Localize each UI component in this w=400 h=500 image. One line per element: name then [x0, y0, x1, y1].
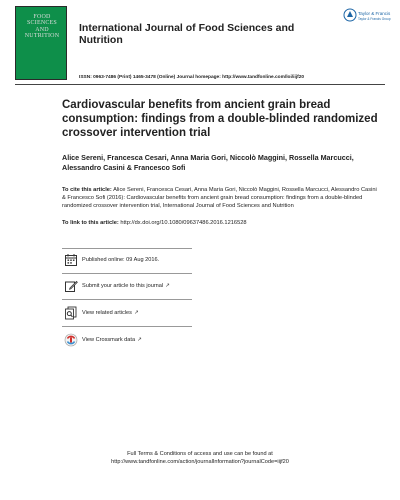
published-row [62, 253, 262, 273]
divider [62, 326, 192, 327]
header-divider [15, 84, 385, 85]
submit-article-label: Submit your article to this journal [82, 283, 164, 289]
related-articles-link[interactable] [62, 306, 262, 326]
footer-terms-text: Full Terms & Conditions of access and use can be found at [127, 451, 273, 457]
calendar-icon [64, 253, 78, 267]
article-link [62, 220, 378, 226]
related-articles-label: View related articles [82, 310, 132, 316]
issn-line: ISSN: 0963-7486 (Print) 1465-3478 (Online) Journal homepage: http://www.tandfonline.com/loi/iijf20 [79, 75, 305, 80]
publisher-name: Taylor & Francis [358, 11, 391, 16]
crossmark-link[interactable] [62, 333, 262, 353]
journal-title: International Journal of Food Sciences and Nutrition [79, 22, 295, 46]
external-link-icon: ↗ [133, 310, 139, 316]
terms-footer [0, 450, 400, 466]
publisher-logo [343, 8, 391, 28]
doi-link[interactable]: http://dx.doi.org/10.1080/09637486.2016.1216528 [120, 220, 247, 226]
external-link-icon: ↗ [165, 283, 170, 289]
divider [62, 248, 192, 249]
related-articles-icon [64, 306, 78, 320]
article-authors: Alice Sereni, Francesca Cesari, Anna Maria Gori, Niccolò Maggini, Rossella Marcucci, Alessandro Casini & Francesco Sofi [62, 153, 354, 172]
citation-label: To cite this article: [62, 187, 112, 193]
external-link-icon: ↗ [137, 337, 142, 343]
journal-cover [15, 6, 67, 80]
publisher-tagline: Taylor & Francis Group [358, 17, 391, 21]
link-label: To link to this article: [62, 220, 119, 226]
citation [62, 186, 378, 211]
divider [62, 273, 192, 274]
citation-text: Alice Sereni, Francesca Cesari, Anna Maria Gori, Niccolò Maggini, Rossella Marcucci, Alessandro Casini & Francesco Sofi (2016): Cardiovascular benefits from ancient grain bread consumption: findings from a double-blinded randomized crossover intervention trial, International Journal of Food Sciences and Nutrition [62, 187, 377, 210]
article-title: Cardiovascular benefits from ancient grain bread consumption: findings from a double-blinded randomized crossover intervention trial [62, 99, 378, 139]
edit-icon [64, 279, 78, 293]
crossmark-label: View Crossmark data [82, 337, 136, 343]
divider [62, 299, 192, 300]
footer-terms-link[interactable]: http://www.tandfonline.com/action/journalInformation?journalCode=iijf20 [111, 459, 289, 465]
cover-title: FOOD SCIENCES AND NUTRITION [24, 14, 60, 39]
journal-header [15, 6, 391, 82]
crossmark-icon [64, 333, 78, 347]
submit-article-link[interactable] [62, 279, 262, 299]
publisher-logo-icon [343, 8, 357, 22]
published-date: Published online: 09 Aug 2016. [82, 257, 160, 263]
